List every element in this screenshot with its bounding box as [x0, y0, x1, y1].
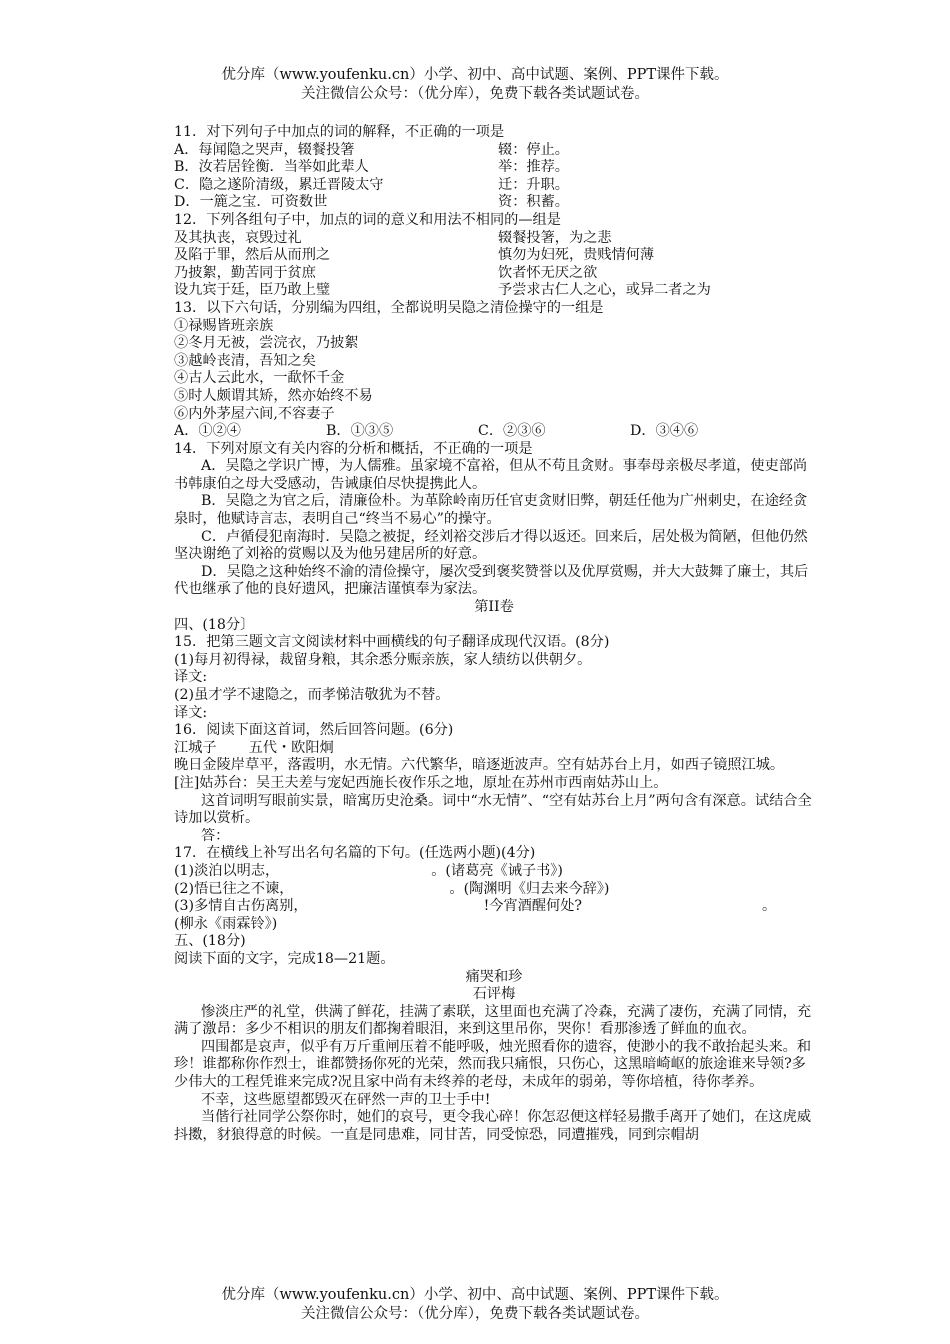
q16-poem-title: 江城子 [174, 739, 217, 756]
page-header [0, 66, 950, 104]
volume-two-title: 第II卷 [474, 599, 514, 616]
q17-line-3: (3)多情自古伤离别， !今宵酒醒何处? 。 [174, 898, 777, 915]
section-five-heading: 五、(18分) [174, 933, 246, 950]
q11-option-a: A．每闻隐之哭声，辍餐投箸 辍：停止。 [174, 141, 569, 158]
q14-option-a: A．吴隐之学识广博，为人儒雅。虽家境不富裕，但从不苟且贪财。事奉母亲极尽孝道，使吏部尚书韩康伯之母大受感动，告诫康伯尽快提携此人。 [174, 458, 808, 492]
q13-item-5: ⑤时人颇谓其矫，然亦始终不易 [174, 387, 373, 404]
article-title: 痛哭和珍 [465, 968, 523, 985]
document-body [174, 124, 814, 1144]
q12-pair-3: 乃披絮，勤苦同于贫庶 饮者怀无厌之欲 [174, 264, 598, 281]
q13-choice-a: A．①②④ [174, 423, 241, 440]
q14-stem: 14．下列对原文有关内容的分析和概括，不正确的一项是 [174, 440, 533, 457]
q13-item-6: ⑥内外茅屋六间,不容妻子 [174, 405, 335, 422]
header-line-1: 优分库（www.youfenku.cn）小学、初中、高中试题、案例、PPT课件下载。 [221, 67, 729, 83]
q16-poem-author: 五代・欧阳炯 [248, 739, 334, 756]
q13-choice-d: D．③④⑥ [630, 423, 699, 440]
q17-line-3-source: (柳永《雨霖铃》) [174, 915, 278, 932]
q11-option-d: D．一簏之宝．可资数世 资：积蓄。 [174, 194, 569, 211]
q14-option-d: D．吴隐之这种始终不渝的清俭操守，屡次受到褒奖赞誉以及优厚赏赐，并大大鼓舞了廉士，其后代也继承了他的良好遗风，把廉洁谨慎奉为家法。 [174, 563, 809, 598]
q16-question: 这首词明写眼前实景，暗寓历史沧桑。词中“水无情”、“空有姑苏台上月”两句含有深意。试结合全诗加以赏析。 [174, 792, 812, 827]
q13-item-1: ①禄赐皆班亲族 [174, 317, 274, 334]
q13-choice-c: C．②③⑥ [478, 423, 546, 440]
q12-pair-1: 及其执丧，哀毁过礼 辍餐投箸，为之悲 [174, 229, 612, 246]
q11-stem: 11．对下列句子中加点的词的解释，不正确的一项是 [174, 124, 505, 140]
q17-line-1: (1)淡泊以明志， 。(诸葛亮《诫子书》) [174, 862, 563, 879]
q16-stem: 16．阅读下面这首词，然后回答问题。(6分) [174, 722, 454, 739]
q14-option-b: B．吴隐之为官之后，清廉俭朴。为革除岭南历任官吏贪财旧弊，朝廷任他为广州刺史，在途经贪泉时，他赋诗言志，表明自己“终当不易心”的操守。 [174, 493, 808, 528]
q11-option-b: B．汝若居铨衡．当举如此辈人 举：推荐。 [174, 159, 569, 176]
article-paragraph-2: 四围都是哀声，似乎有万斤重闸压着不能呼吸，烛光照看你的遗容，使渺小的我不敢抬起头来。和珍！谁都称你作烈士，谁都赞扬你死的光荣，然而我只痛恨，只伤心，这黑暗崎岖的旅途谁来导领?多少伟大的工程凭谁来完成?况且家中尚有未终养的老母，未成年的弱弟，等你培植，待你孝养。 [174, 1038, 812, 1091]
q13-choice-b: B．①③⑤ [326, 423, 394, 440]
q12-pair-4: 设九宾于廷，臣乃敢上璧 予尝求古仁人之心，或异二者之为 [174, 282, 711, 299]
article-paragraph-3: 不幸，这些愿望都毁灭在砰然一声的卫士手中! [200, 1091, 491, 1108]
q16-poem-text: 晚日金陵岸草平，落霞明，水无情。六代繁华，暗逐逝波声。空有姑苏台上月，如西子镜照江城。 [174, 757, 785, 774]
page-footer [0, 1286, 950, 1324]
q12-pair-2: 及陷于罪，然后从而刑之 慎勿为妇死，贵贱情何薄 [174, 247, 655, 264]
q15-stem: 15．把第三题文言文阅读材料中画横线的句子翻译成现代汉语。(8分) [174, 634, 610, 651]
q13-item-3: ③越岭丧清，吾知之矣 [174, 352, 316, 369]
q13-choices [174, 423, 814, 441]
q15-translation-label-2: 译文: [174, 704, 208, 721]
section-four-heading: 四、(18分〕 [174, 616, 255, 633]
q15-translation-label-1: 译文: [174, 669, 208, 686]
footer-line-1: 优分库（www.youfenku.cn）小学、初中、高中试题、案例、PPT课件下载。 [221, 1287, 729, 1303]
article-paragraph-1: 惨淡庄严的礼堂，供满了鲜花，挂满了素联，这里面也充满了冷森，充满了凄伤，充满了同情，充满了激昂：多少不相识的朋友们都掬着眼泪，来到这里吊你，哭你！看那渗透了鲜血的血衣。 [174, 1003, 812, 1038]
q12-stem: 12．下列各组句子中，加点的词的意义和用法不相同的—组是 [174, 211, 561, 228]
q16-note: [注]姑苏台：吴王夫差与宠妃西施长夜作乐之地，原址在苏州市西南姑苏山上。 [174, 774, 668, 791]
q13-item-4: ④古人云此水，一歃怀千金 [174, 370, 345, 387]
q14-option-c: C．卢循侵犯南海时．吴隐之被捉，经刘裕交涉后才得以返还。回来后，居处极为简陋，但他仍然坚决谢绝了刘裕的赏赐以及为他另建居所的好意。 [174, 528, 808, 563]
q15-sentence-2: (2)虽才学不逮隐之，而孝悌洁敬犹为不替。 [174, 687, 450, 703]
q13-stem: 13．以下六句话，分别编为四组，全都说明吴隐之清俭操守的一组是 [174, 299, 604, 316]
article-paragraph-4: 当偕行社同学公祭你时，她们的哀号，更令我心碎！你怎忍便这样轻易撒手离开了她们，在这虎威抖擞，豺狼得意的时候。一直是同患难，同甘苦，同受惊恐，同遭摧残，同到宗帽胡 [174, 1109, 812, 1143]
q16-poem-heading [174, 740, 814, 758]
q17-line-2: (2)悟已往之不谏， 。(陶渊明《归去来今辞》) [174, 880, 610, 897]
article-author: 石评梅 [472, 986, 516, 1003]
q15-sentence-1: (1)每月初得禄，裁留身粮，其余悉分赈亲族，家人绩纺以供朝夕。 [174, 651, 592, 668]
q13-item-2: ②冬月无被，尝浣衣，乃披絮 [174, 335, 359, 352]
reading-intro: 阅读下面的文字，完成18—21题。 [174, 950, 395, 967]
q11-option-c: C．隐之遂阶清级，累迁晋陵太守 迁：升职。 [174, 176, 569, 193]
header-line-2: 关注微信公众号：（优分库），免费下载各类试题试卷。 [301, 86, 649, 102]
footer-line-2: 关注微信公众号：（优分库），免费下载各类试题试卷。 [301, 1306, 649, 1322]
q16-answer-label: 答： [200, 827, 230, 844]
q17-stem: 17．在横线上补写出名句名篇的下句。(任选两小题)(4分) [174, 845, 536, 862]
